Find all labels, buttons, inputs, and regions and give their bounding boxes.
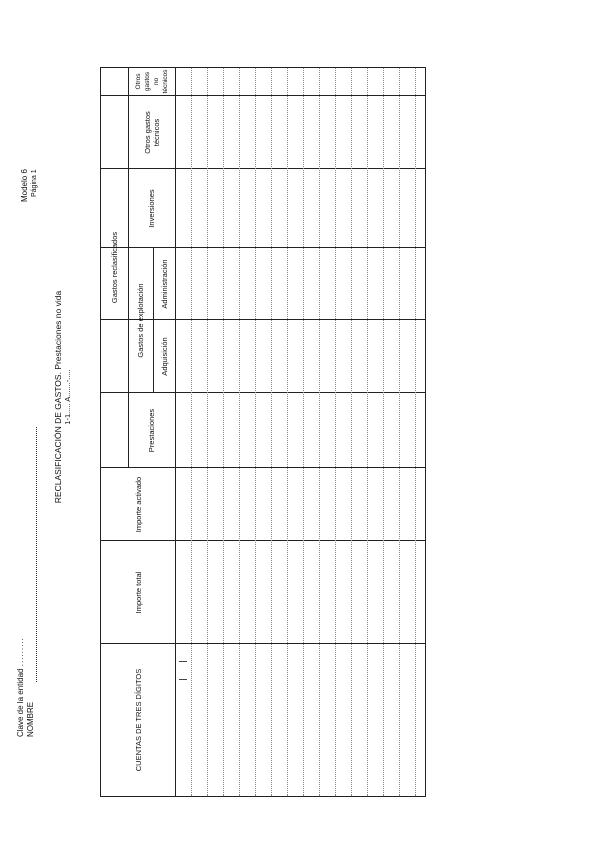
header-prestaciones: Prestaciones — [147, 408, 156, 453]
account-digit-mark — [179, 679, 187, 680]
entry-row — [239, 68, 240, 796]
entry-row — [335, 68, 336, 796]
reclasificacion-table — [100, 67, 426, 797]
header-otros-gastos-tecnicos: Otros gastos técnicos — [142, 111, 161, 154]
entry-row — [399, 68, 400, 796]
entry-row — [255, 68, 256, 796]
header-gastos-reclasificados: Gastos reclasificados — [110, 231, 119, 304]
account-digit-mark — [179, 661, 187, 662]
form-title: RECLASIFICACIÓN DE GASTOS. Prestaciones no vida — [53, 290, 63, 504]
entry-row — [207, 68, 208, 796]
entry-row — [223, 68, 224, 796]
entry-row — [415, 68, 416, 796]
header-inversiones: Inversiones — [147, 189, 156, 228]
header-gastos-explotacion: Gastos de explotación — [136, 283, 145, 358]
entry-row — [191, 68, 192, 796]
entry-row — [271, 68, 272, 796]
entry-row — [303, 68, 304, 796]
nombre-dotted-line — [36, 427, 37, 682]
pagina-label: Página 1 — [31, 169, 38, 197]
header-bottom-line — [175, 67, 176, 796]
header-administracion: Administración — [159, 259, 169, 309]
clave-entidad-label: Clave de la entidad ......... — [16, 637, 25, 737]
header-otros-gastos-no-tecnicos: Otros gastos no técnicos — [134, 69, 169, 94]
header-importe-total: Importe total — [133, 571, 143, 614]
header-adquisicion: Adquisición — [159, 337, 169, 376]
entry-row — [383, 68, 384, 796]
entry-row — [367, 68, 368, 796]
form-period: 1-1..... A.......-..... — [63, 369, 72, 425]
entry-row — [319, 68, 320, 796]
header-importe-activado: Importe activado — [133, 476, 143, 533]
entry-row — [351, 68, 352, 796]
clave-entidad-dots: ......... — [16, 637, 25, 667]
entry-row — [287, 68, 288, 796]
header-cuentas: CUENTAS DE TRES DÍGITOS — [133, 668, 143, 772]
modelo-label: Modelo 6 — [20, 169, 29, 202]
nombre-label: NOMBRE — [26, 701, 35, 737]
